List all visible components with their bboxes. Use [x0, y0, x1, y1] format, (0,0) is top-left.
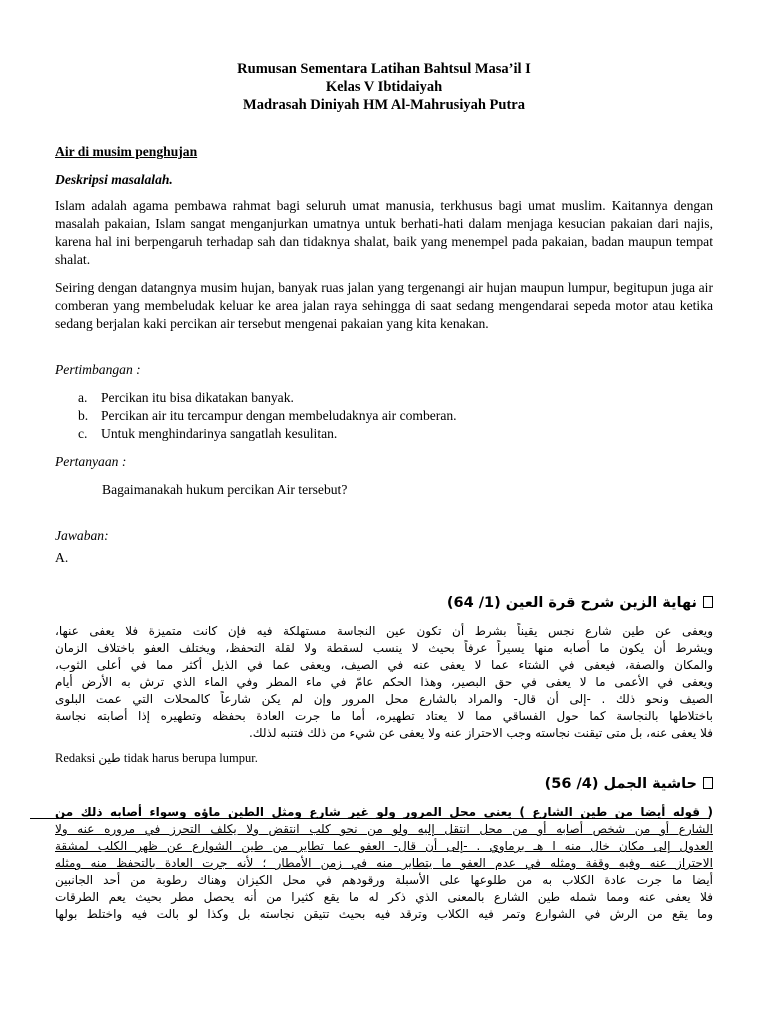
header-class: Kelas V Ibtidaiyah	[325, 79, 443, 95]
header-institution: Madrasah Diniyah HM Al-Mahrusiyah Putra	[243, 97, 525, 113]
source-2-line: الاحتراز عنه وفيه وقفة ومثله في عدم العفو ما يتطاير منه في زمن الأمطار ؛ لأنه جرت العادة بالتحفظ منه ومثله	[55, 856, 713, 870]
source-2-line: فلا يعفى عنه ومما شمله طين الشارع بالمعنى الذي ذكر له ما يقع كثيرا من أنه يحصل مطر بحيث يعم الطرقات	[55, 890, 713, 904]
bullet-square-icon	[703, 777, 713, 789]
source-1-line: باختلاطها بالنجاسة كما حول الفساقي مما لا يعتاد تطهيره، أما ما جرت العادة بحفظه وتطهيره إذا أصابته نجاسة	[55, 709, 713, 723]
redaksi-note: Redaksi طين tidak harus berupa lumpur.	[55, 751, 258, 765]
question-text: Bagaimanakah hukum percikan Air tersebut?	[102, 482, 348, 497]
answer-label: A.	[55, 550, 69, 565]
source-1-line: ويعفى في الأعمى ما لا يعفى في حق البصير، وهذا الحكم عامّ في ماء المطر وفي الماء الذي ترش به الأرض أيام	[55, 675, 713, 689]
considerations-list	[78, 389, 457, 443]
source-1-line: فلا يعفى عنه، بل متى تيقنت نجاسته وجب الاحتراز عنه ولا يعفى عن شيء من ذلك فتنبه لذلك.	[248, 726, 713, 740]
description-heading: Deskripsi masalalah.	[55, 172, 173, 187]
paragraph-1: Islam adalah agama pembawa rahmat bagi seluruh umat manusia, terkhusus bagi umat muslim. Kaitannya dengan masalah pakaian, Islam sangat menganjurkan umatnya untuk berhati-hati dalam menjaga kesucian pakaian dari najis, karena hal ini berpengaruh terhadap sah dan tidaknya shalat, baik yang menempel pada pakaian, badan maupun tempat shalat.	[55, 198, 713, 267]
source-2-text	[55, 804, 713, 923]
source-1-line: والمكان والصفة، فيعفى في الشتاء عما لا يعفى عنه في الصيف، ويعفى عما في الذيل أكثر مما في أعلى الثوب،	[55, 658, 713, 672]
paragraph-2: Seiring dengan datangnya musim hujan, banyak ruas jalan yang tergenangi air hujan maupun lumpur, begitupun juga air comberan yang membeludak keluar ke area jalan raya sehingga di saat sedang mengendarai sepeda motor atau ketika sedang berjalan kaki percikan air tersebut mengenai pakaian yang kita kenakan.	[55, 280, 713, 331]
document-header	[0, 60, 768, 114]
considerations-heading: Pertimbangan :	[55, 362, 141, 377]
list-item: b. Percikan air itu tercampur dengan membeludaknya air comberan.	[78, 408, 457, 423]
list-item: a. Percikan itu bisa dikatakan banyak.	[78, 390, 294, 405]
separator-line	[30, 818, 710, 819]
topic-title: Air di musim penghujan	[55, 144, 198, 159]
bullet-square-icon	[703, 596, 713, 608]
source-2-line: أيضا ما جرت عادة الكلاب به من طلوعها على الأسبلة ورقودهم في محل الكيزان وهناك رطوبة من أحد الجانبين	[55, 873, 713, 887]
source-1-text	[55, 623, 713, 742]
source-2-line: ( قوله أيضا من طين الشارع ) يعني محل المرور ولو غير شارع ومثل الطين ماؤه وسواء أصابه ذلك من	[55, 805, 713, 819]
header-title: Rumusan Sementara Latihan Bahtsul Masa’il I	[237, 61, 531, 77]
source-2-title: حاشية الجمل (4/ 56)	[55, 776, 713, 792]
question-heading: Pertanyaan :	[55, 454, 127, 469]
source-2-line: وما يقع من الرش في الشوارع وتمر فيه الكلاب وترقد فيه بحيث تتيقن نجاسته بل وكذا لو بالت فيه واختلط بولها	[55, 907, 713, 921]
source-1-title: نهاية الزين شرح قرة العين (1/ 64)	[55, 595, 713, 611]
source-1-line: ويعفى عن طين شارع نجس يقيناً بشرط أن تكون عين النجاسة مستهلكة فيه فإن كانت متميزة فلا يعفى عنها،	[55, 624, 713, 638]
source-2-line: الشارع أو من شخص أصابه أو من محل انتقل إليه ولو من نحو كلب انتقض ولا يكلف التحرز في مروره عنه ولا	[55, 822, 713, 836]
source-2-line: العدول إلى مكان خال منه ا هـ برماوي . -إلى أن قال- العفو عما تطاير من طين الشوارع عن ظهر الكلب لمشقة	[55, 839, 713, 853]
answer-heading: Jawaban:	[55, 528, 109, 543]
source-1-line: الصيف ونحو ذلك . -إلى أن قال- والمراد بالشارع محل المرور وإن لم يكن شارعاً كالمحلات التي عمت البلوى	[55, 692, 713, 706]
source-1-line: ويشرط أن يكون ما أصابه منها يسيراً عرفاً بحيث لا ينسب لسقطة ولا لقلة التحفظ، ويختلف العفو باختلاف الزمان	[55, 641, 713, 655]
list-item: c. Untuk menghindarinya sangatlah kesulitan.	[78, 426, 338, 441]
